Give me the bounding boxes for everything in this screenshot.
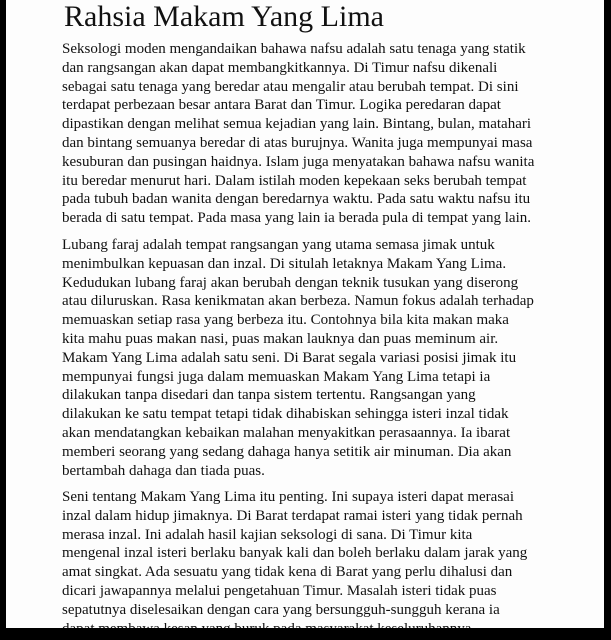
paragraph-line: sepatutnya diselesaikan dengan cara yang bersungguh-sungguh kerana ia: [62, 601, 500, 618]
paragraph-line: inzal dalam hidup jimaknya. Di Barat terdapat ramai isteri yang tidak pernah: [62, 507, 523, 524]
paragraph-line: mengenal inzal isteri berlaku banyak kali dan boleh berlaku dalam jarak yang: [62, 545, 528, 562]
paragraph-2: [62, 236, 602, 480]
paragraph-line: kita mahu puas makan nasi, puas makan lauknya dan puas meminum air.: [62, 330, 499, 347]
paragraph-line: Makam Yang Lima adalah satu seni. Di Barat segala variasi posisi jimak itu: [62, 349, 517, 366]
paragraph-line: itu beredar menurut hari. Dalam istilah moden kepekaan seks berubah tempat: [62, 172, 527, 189]
paragraph-line: dilakukan ke satu tempat tetapi tidak dihabiskan sehingga isteri inzal tidak: [62, 406, 509, 423]
page-title: Rahsia Makam Yang Lima: [64, 0, 384, 33]
document-page: [6, 0, 604, 628]
bottom-border: [0, 628, 611, 640]
paragraph-line: akan mendatangkan kebaikan malahan menyakitkan perasaannya. Ia ibarat: [62, 424, 511, 441]
paragraph-3: [62, 488, 602, 638]
paragraph-line: kesuburan dan pusingan haidnya. Islam juga menyatakan bahawa nafsu wanita: [62, 153, 535, 170]
paragraph-line: bertambah dahaga dan tiada puas.: [62, 462, 265, 479]
paragraph-1: [62, 40, 602, 228]
paragraph-line: dicari jawapannya melalui pengetahuan Timur. Masalah isteri tidak puas: [62, 582, 497, 599]
paragraph-line: Kedudukan lubang faraj akan berubah dengan teknik tusukan yang diserong: [62, 274, 519, 291]
paragraph-line: atau diluruskan. Rasa kenikmatan akan berbeza. Namun fokus adalah terhadap: [62, 293, 534, 310]
paragraph-line: Lubang faraj adalah tempat rangsangan yang utama semasa jimak untuk: [62, 237, 495, 253]
paragraph-line: dilakukan tanpa disedari dan tanpa sistem tertentu. Rangsangan yang: [62, 387, 476, 404]
paragraph-line: Seksologi moden mengandaikan bahawa nafsu adalah satu tenaga yang statik: [62, 41, 526, 57]
paragraph-line: berada di satu tempat. Pada masa yang lain ia berada pula di tempat yang lain.: [62, 210, 531, 227]
paragraph-line: merasa inzal. Ini adalah hasil kajian seksologi di sana. Di Timur kita: [62, 526, 473, 543]
paragraph-line: dipastikan dengan melihat semua kejadian yang lain. Bintang, bulan, matahari: [62, 116, 532, 133]
paragraph-line: menimbulkan kepuasan dan inzal. Di situlah letaknya Makam Yang Lima.: [62, 255, 507, 272]
paragraph-line: dan rangsangan akan dapat membangkitkannya. Di Timur nafsu dikenali: [62, 59, 498, 76]
paragraph-line: sebagai satu tenaga yang beredar atau mengalir atau berubah tempat. Di sini: [62, 78, 519, 95]
paragraph-line: terdapat perbezaan besar antara Barat dan Timur. Logika peredaran dapat: [62, 97, 501, 114]
paragraph-line: pada tubuh badan wanita dengan beredarnya waktu. Pada satu waktu nafsu itu: [62, 191, 531, 208]
paragraph-line: memuaskan setiap rasa yang berbeza itu. Contohnya bila kita makan maka: [62, 312, 509, 329]
paragraph-line: Seni tentang Makam Yang Lima itu penting. Ini supaya isteri dapat merasai: [62, 489, 514, 505]
paragraph-line: memberi seorang yang sedang dahaga hanya setitik air minuman. Dia akan: [62, 443, 512, 460]
paragraph-line: amat singkat. Ada sesuatu yang tidak kena di Barat yang perlu dihalusi dan: [62, 564, 513, 581]
paragraph-line: mempunyai fungsi juga dalam memuaskan Makam Yang Lima tetapi ia: [62, 368, 491, 385]
paragraph-line: dan bintang semuanya beredar di atas burujnya. Wanita juga mempunyai masa: [62, 134, 533, 151]
